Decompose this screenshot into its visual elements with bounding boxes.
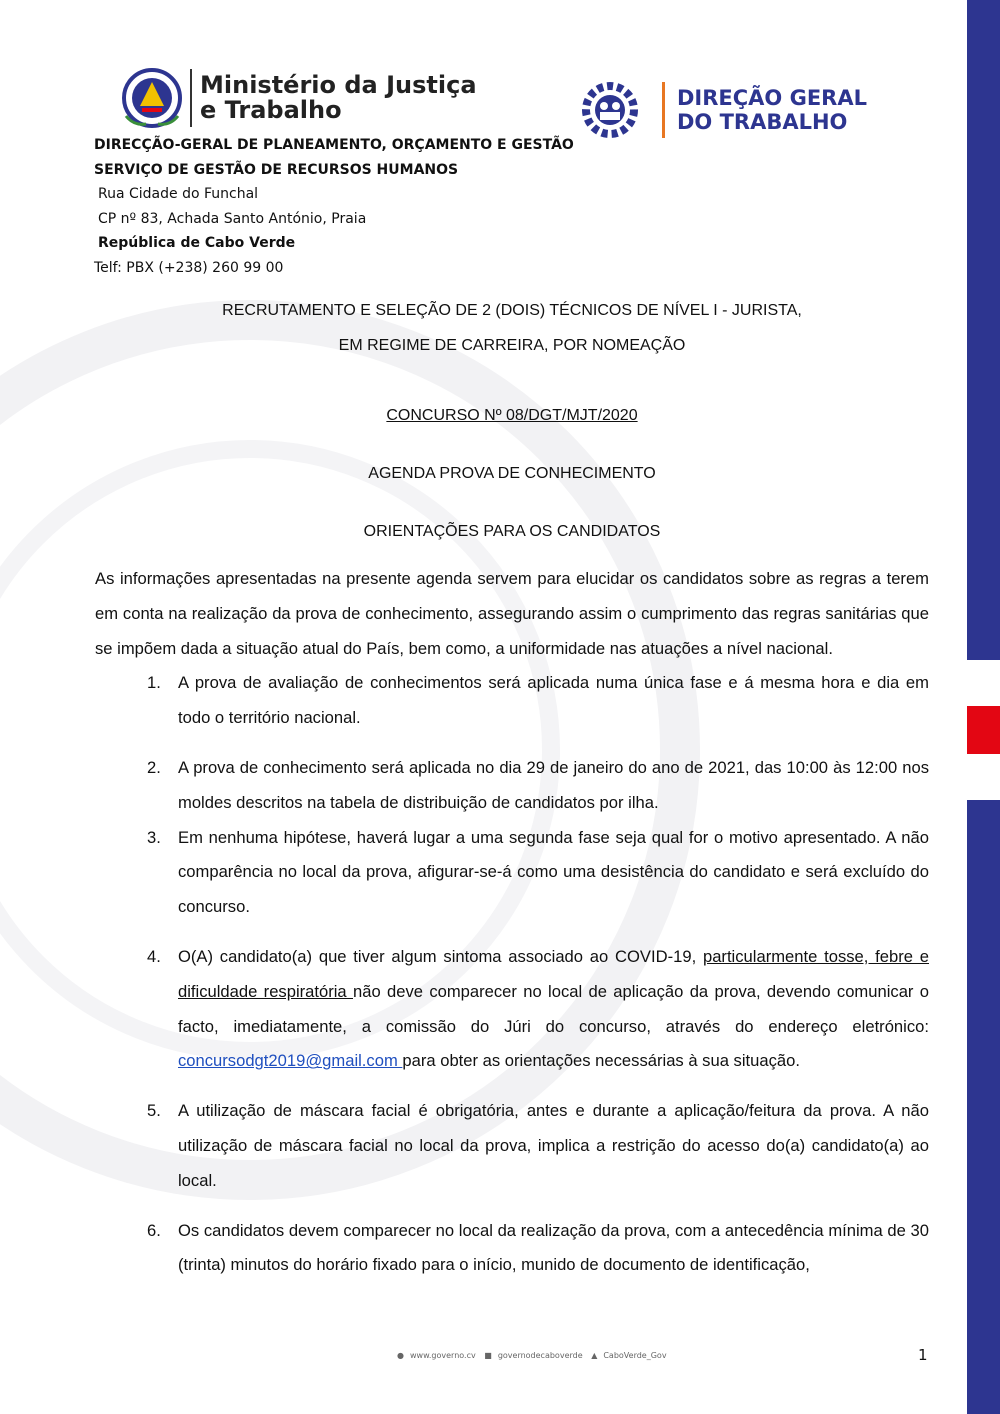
intro-paragraph: As informações apresentadas na presente agenda servem para elucidar os candidatos sobre as regras a terem em conta na realização da prova de conhecimento, assegurando assim o cumprimento das regras sanitárias que se impõem dada a situação atual do País, bem como, a uniformidade nas atuações a nível nacional.	[95, 569, 929, 658]
ministry-name-line1: Ministério da Justiça	[200, 71, 477, 99]
list-item-text: A utilização de máscara facial é obrigatória, antes e durante a aplicação/feitura da prova. A não utilização de máscara facial no local da prova, implica a restrição do acesso do(a) candidato(a) ao local.	[178, 1101, 929, 1190]
list-item	[95, 821, 929, 925]
list-item-text: A prova de conhecimento será aplicada no dia 29 de janeiro do ano de 2021, das 10:00 às 12:00 nos moldes descritos na tabela de distribuição de candidatos por ilha.	[178, 757, 929, 812]
header-street: Rua Cidade do Funchal	[98, 186, 259, 202]
gear-icon	[570, 80, 650, 140]
list-item-number: 6.	[147, 1220, 161, 1240]
header-directorate: DIRECÇÃO-GERAL DE PLANEAMENTO, ORÇAMENTO E GESTÃO	[94, 137, 574, 153]
coat-of-arms-icon	[120, 66, 184, 130]
footer-social	[397, 1351, 673, 1360]
list-item-text-end: para obter as orientações necessárias à sua situação.	[402, 1051, 800, 1071]
header-phone: Telf: PBX (+238) 260 99 00	[94, 259, 284, 276]
list-item-number: 2.	[147, 757, 161, 777]
list-item-number: 5.	[147, 1101, 161, 1121]
footer-twitter[interactable]: CaboVerde_Gov	[603, 1351, 667, 1360]
facebook-icon: ■	[484, 1351, 492, 1360]
list-item-number: 1.	[147, 673, 161, 693]
side-bar-blue-top	[967, 0, 1000, 660]
dgt-logo-divider	[662, 82, 665, 138]
logo-divider	[190, 69, 192, 127]
dgt-name-line2: DO TRABALHO	[677, 110, 848, 134]
ministry-logo	[120, 66, 477, 130]
list-item-number: 3.	[147, 827, 161, 847]
list-item-text-cont: não deve comparecer no local de aplicação da prova, devendo comunicar o facto, imediatamente, a comissão do Júri do concurso, através do endereço eletrónico:	[178, 981, 930, 1036]
sender-address-block	[94, 133, 574, 280]
title-line2: EM REGIME DE CARREIRA, POR NOMEAÇÃO	[338, 337, 686, 354]
list-item	[95, 1094, 929, 1198]
footer-website[interactable]: www.governo.cv	[409, 1351, 476, 1360]
side-bar-blue-bottom	[967, 800, 1000, 1414]
guidelines-list	[95, 666, 929, 1283]
guidelines-heading: ORIENTAÇÕES PARA OS CANDIDATOS	[363, 523, 661, 540]
header-service: SERVIÇO DE GESTÃO DE RECURSOS HUMANOS	[94, 161, 459, 178]
agenda-heading: AGENDA PROVA DE CONHECIMENTO	[368, 465, 656, 482]
list-item-text: Os candidatos devem comparecer no local da realização da prova, com a antecedência mínima de 30 (trinta) minutos do horário fixado para o início, munido de documento de identificação,	[178, 1220, 929, 1275]
dgt-name-line1: DIREÇÃO GERAL	[677, 86, 867, 110]
list-item	[95, 940, 929, 1079]
list-item	[95, 1214, 929, 1284]
side-bar-red	[967, 706, 1000, 754]
dgt-logo	[570, 80, 867, 140]
symptoms-underlined: particularmente tosse, febre e dificuldade respiratória	[178, 946, 929, 1001]
list-item-text: A prova de avaliação de conhecimentos será aplicada numa única fase e á mesma hora e dia em todo o território nacional.	[178, 673, 929, 728]
header-country: República de Cabo Verde	[98, 235, 296, 251]
list-item-number: 4.	[147, 946, 161, 966]
contact-email-link[interactable]: concursodgt2019@gmail.com	[178, 1051, 403, 1071]
ministry-name-line2: e Trabalho	[200, 96, 342, 124]
list-item	[95, 666, 929, 736]
header-postal: CP nº 83, Achada Santo António, Praia	[98, 210, 367, 227]
page-number: 1	[918, 1346, 928, 1364]
title-line1: RECRUTAMENTO E SELEÇÃO DE 2 (DOIS) TÉCNICOS DE NÍVEL I - JURISTA,	[222, 302, 802, 319]
document-body	[95, 562, 929, 1283]
twitter-icon: ▲	[591, 1351, 598, 1360]
contest-number: CONCURSO Nº 08/DGT/MJT/2020	[386, 407, 638, 424]
footer-facebook[interactable]: governodecaboverde	[497, 1351, 583, 1360]
list-item-text: O(A) candidato(a) que tiver algum sintoma associado ao COVID-19,	[178, 946, 703, 966]
list-item-text: Em nenhuma hipótese, haverá lugar a uma segunda fase seja qual for o motivo apresentado. A não comparência no local da prova, afigurar-se-á como uma desistência do candidato e será excluído do concurso.	[178, 827, 929, 917]
globe-icon: ●	[397, 1351, 404, 1360]
list-item	[95, 751, 929, 821]
